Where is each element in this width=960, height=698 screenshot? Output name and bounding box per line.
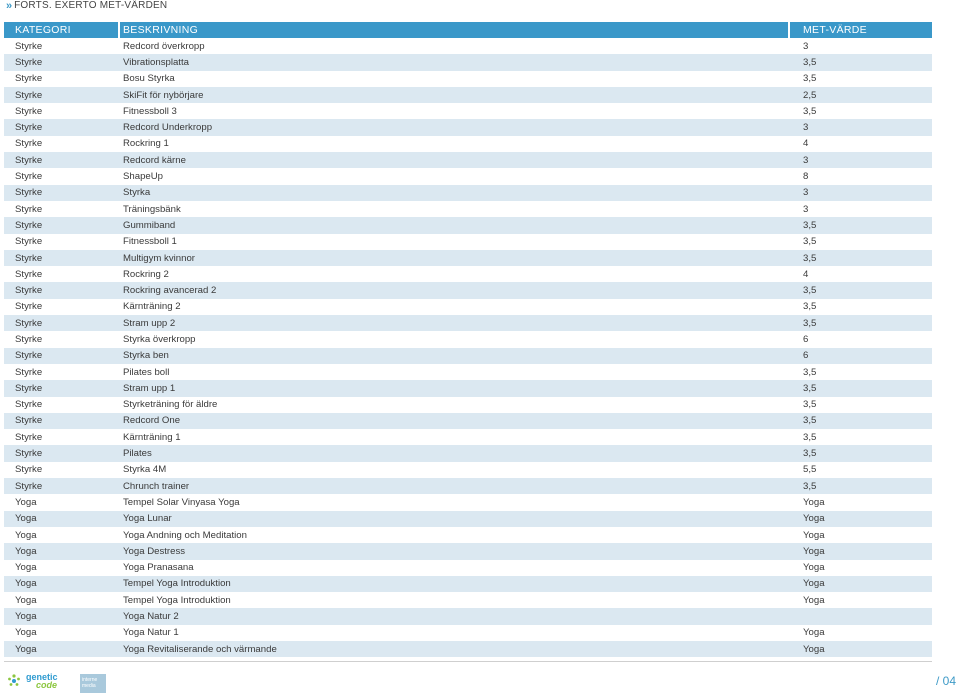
cell-beskrivning: Stram upp 2 — [123, 317, 176, 329]
table-row — [4, 364, 932, 380]
cell-met-varde: 3,5 — [803, 448, 817, 460]
logo-text-code: code — [36, 680, 58, 690]
section-title: FORTS. EXERTO MET-VÄRDEN — [14, 0, 168, 11]
cell-kategori: Styrke — [15, 89, 43, 101]
section-header — [6, 0, 167, 12]
table-row — [4, 119, 932, 135]
cell-kategori: Styrke — [15, 366, 43, 378]
cell-kategori: Styrke — [15, 203, 43, 215]
table-row — [4, 266, 932, 282]
cell-kategori: Yoga — [15, 594, 37, 606]
cell-kategori: Yoga — [15, 562, 37, 574]
cell-beskrivning: Styrka överkropp — [123, 333, 196, 345]
cell-beskrivning: Kärnträning 2 — [123, 301, 181, 313]
star-burst-icon — [6, 673, 22, 689]
cell-kategori: Yoga — [15, 611, 37, 623]
table-header-row — [4, 22, 932, 38]
cell-met-varde: 3,5 — [803, 480, 817, 492]
footer-divider — [4, 661, 932, 662]
cell-met-varde: Yoga — [803, 562, 825, 574]
cell-kategori: Yoga — [15, 513, 37, 525]
page-number: / 04 — [935, 674, 956, 688]
table-row — [4, 348, 932, 364]
cell-met-varde: Yoga — [803, 643, 825, 655]
cell-kategori: Styrke — [15, 350, 43, 362]
cell-kategori: Styrke — [15, 219, 43, 231]
cell-kategori: Yoga — [15, 578, 37, 590]
cell-met-varde: 3,5 — [803, 56, 817, 68]
cell-beskrivning: Redcord kärne — [123, 154, 186, 166]
cell-met-varde: 3,5 — [803, 219, 817, 231]
cell-kategori: Yoga — [15, 545, 37, 557]
cell-beskrivning: Yoga Destress — [123, 545, 186, 557]
cell-beskrivning: Pilates — [123, 448, 152, 460]
cell-kategori: Styrke — [15, 431, 43, 443]
table-row — [4, 217, 932, 233]
cell-met-varde: 8 — [803, 171, 809, 183]
cell-beskrivning: Styrketräning för äldre — [123, 399, 218, 411]
cell-kategori: Styrke — [15, 480, 43, 492]
table-row — [4, 478, 932, 494]
genetic-code-logo — [6, 673, 58, 689]
cell-met-varde: 3,5 — [803, 73, 817, 85]
cell-beskrivning: Stram upp 1 — [123, 382, 176, 394]
table-row — [4, 282, 932, 298]
table-row — [4, 201, 932, 217]
table-row — [4, 543, 932, 559]
cell-beskrivning: Redcord överkropp — [123, 40, 205, 52]
cell-met-varde: Yoga — [803, 496, 825, 508]
cell-met-varde: 3,5 — [803, 382, 817, 394]
cell-beskrivning: Rockring 1 — [123, 138, 169, 150]
table-row — [4, 576, 932, 592]
partner-badge: interne media — [80, 674, 106, 693]
cell-beskrivning: Rockring 2 — [123, 268, 169, 280]
table-row — [4, 38, 932, 54]
table-row — [4, 87, 932, 103]
cell-kategori: Yoga — [15, 496, 37, 508]
cell-kategori: Styrke — [15, 415, 43, 427]
cell-kategori: Styrke — [15, 105, 43, 117]
table-row — [4, 625, 932, 641]
cell-beskrivning: Yoga Natur 1 — [123, 627, 179, 639]
cell-met-varde: 3,5 — [803, 105, 817, 117]
cell-beskrivning: SkiFit för nybörjare — [123, 89, 204, 101]
cell-kategori: Styrke — [15, 122, 43, 134]
table-row — [4, 136, 932, 152]
cell-beskrivning: Yoga Lunar — [123, 513, 172, 525]
cell-kategori: Styrke — [15, 187, 43, 199]
cell-met-varde: 3 — [803, 187, 809, 199]
cell-met-varde: 3 — [803, 40, 809, 52]
cell-met-varde: 3,5 — [803, 415, 817, 427]
cell-kategori: Styrke — [15, 171, 43, 183]
cell-kategori: Styrke — [15, 317, 43, 329]
double-chevron-right-icon: » — [6, 0, 11, 12]
met-values-table — [4, 22, 932, 657]
cell-met-varde: 3 — [803, 203, 809, 215]
table-row — [4, 380, 932, 396]
cell-kategori: Styrke — [15, 333, 43, 345]
cell-kategori: Styrke — [15, 285, 43, 297]
table-row — [4, 168, 932, 184]
cell-beskrivning: Yoga Andning och Meditation — [123, 529, 247, 541]
cell-kategori: Yoga — [15, 627, 37, 639]
cell-met-varde: 3,5 — [803, 317, 817, 329]
cell-kategori: Yoga — [15, 643, 37, 655]
table-row — [4, 71, 932, 87]
cell-kategori: Styrke — [15, 154, 43, 166]
cell-beskrivning: Tempel Solar Vinyasa Yoga — [123, 496, 240, 508]
cell-beskrivning: Fitnessboll 1 — [123, 236, 177, 248]
cell-met-varde: 4 — [803, 138, 809, 150]
cell-beskrivning: Styrka — [123, 187, 151, 199]
cell-beskrivning: Rockring avancerad 2 — [123, 285, 217, 297]
table-row — [4, 185, 932, 201]
table-row — [4, 331, 932, 347]
cell-beskrivning: Vibrationsplatta — [123, 56, 189, 68]
table-row — [4, 299, 932, 315]
table-row — [4, 397, 932, 413]
table-row — [4, 413, 932, 429]
cell-kategori: Styrke — [15, 252, 43, 264]
table-row — [4, 103, 932, 119]
table-row — [4, 511, 932, 527]
cell-met-varde: 2,5 — [803, 89, 817, 101]
cell-kategori: Styrke — [15, 399, 43, 411]
table-row — [4, 429, 932, 445]
cell-kategori: Styrke — [15, 301, 43, 313]
table-row — [4, 592, 932, 608]
cell-kategori: Styrke — [15, 56, 43, 68]
table-row — [4, 641, 932, 657]
table-row — [4, 234, 932, 250]
cell-kategori: Styrke — [15, 40, 43, 52]
cell-kategori: Styrke — [15, 268, 43, 280]
cell-beskrivning: Multigym kvinnor — [123, 252, 195, 264]
table-row — [4, 462, 932, 478]
cell-kategori: Styrke — [15, 448, 43, 460]
cell-met-varde: Yoga — [803, 529, 825, 541]
cell-met-varde: 3,5 — [803, 236, 817, 248]
cell-beskrivning: Styrka 4M — [123, 464, 167, 476]
cell-met-varde: 3,5 — [803, 399, 817, 411]
cell-met-varde: Yoga — [803, 594, 825, 606]
cell-beskrivning: Styrka ben — [123, 350, 169, 362]
cell-beskrivning: Yoga Pranasana — [123, 562, 194, 574]
cell-met-varde: 3,5 — [803, 301, 817, 313]
cell-beskrivning: Redcord One — [123, 415, 181, 427]
logo-text-genetic: genetic — [26, 672, 58, 682]
cell-met-varde: 3,5 — [803, 366, 817, 378]
cell-met-varde: Yoga — [803, 545, 825, 557]
cell-beskrivning: Bosu Styrka — [123, 73, 175, 85]
cell-met-varde: Yoga — [803, 578, 825, 590]
cell-met-varde: 4 — [803, 268, 809, 280]
cell-beskrivning: Pilates boll — [123, 366, 170, 378]
cell-kategori: Styrke — [15, 236, 43, 248]
cell-kategori: Yoga — [15, 529, 37, 541]
table-row — [4, 560, 932, 576]
cell-met-varde: 6 — [803, 333, 809, 345]
cell-kategori: Styrke — [15, 73, 43, 85]
table-row — [4, 608, 932, 624]
table-row — [4, 152, 932, 168]
cell-beskrivning: Tempel Yoga Introduktion — [123, 578, 231, 590]
cell-kategori: Styrke — [15, 464, 43, 476]
cell-met-varde: 3,5 — [803, 252, 817, 264]
cell-beskrivning: Yoga Natur 2 — [123, 611, 179, 623]
cell-beskrivning: Kärnträning 1 — [123, 431, 181, 443]
cell-met-varde: 3 — [803, 154, 809, 166]
column-header-kategori: KATEGORI — [4, 22, 120, 38]
column-header-met-varde: MET-VÄRDE — [803, 24, 867, 36]
table-row — [4, 54, 932, 70]
cell-met-varde: 5,5 — [803, 464, 817, 476]
cell-met-varde: 3,5 — [803, 431, 817, 443]
table-row — [4, 315, 932, 331]
cell-beskrivning: Gummiband — [123, 219, 176, 231]
cell-beskrivning: Tempel Yoga Introduktion — [123, 594, 231, 606]
cell-met-varde: Yoga — [803, 627, 825, 639]
table-row — [4, 250, 932, 266]
cell-beskrivning: Fitnessboll 3 — [123, 105, 177, 117]
cell-beskrivning: Redcord Underkropp — [123, 122, 213, 134]
cell-beskrivning: ShapeUp — [123, 171, 164, 183]
cell-met-varde: 6 — [803, 350, 809, 362]
cell-kategori: Styrke — [15, 382, 43, 394]
table-row — [4, 494, 932, 510]
cell-kategori: Styrke — [15, 138, 43, 150]
cell-met-varde: 3 — [803, 122, 809, 134]
cell-met-varde: Yoga — [803, 513, 825, 525]
cell-beskrivning: Träningsbänk — [123, 203, 181, 215]
table-row — [4, 527, 932, 543]
cell-beskrivning: Chrunch trainer — [123, 480, 190, 492]
table-body — [4, 38, 932, 657]
cell-met-varde: 3,5 — [803, 285, 817, 297]
table-row — [4, 445, 932, 461]
cell-beskrivning: Yoga Revitaliserande och värmande — [123, 643, 277, 655]
column-header-beskrivning: BESKRIVNING — [120, 22, 790, 38]
